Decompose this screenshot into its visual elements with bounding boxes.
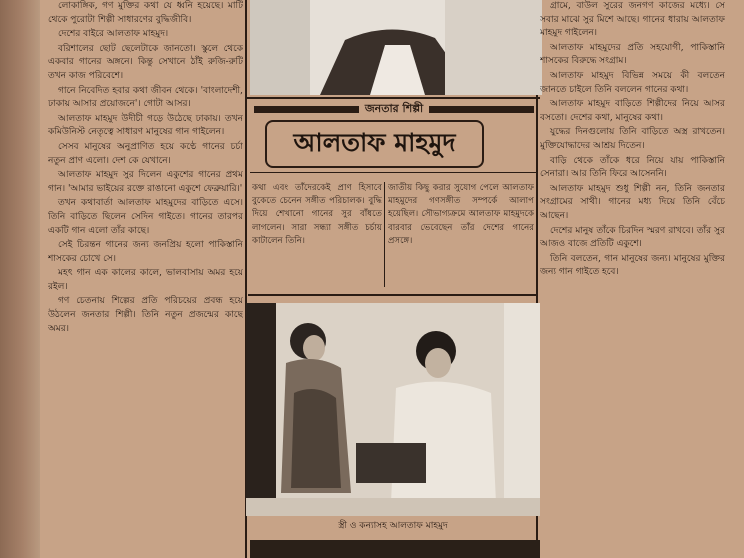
paragraph: তখন কথাবার্তা আলতাফ মাহমুদের বাড়িতে এসে। তিনি বাড়িতে ছিলেন সেদিন গাইতে। গানের তারপর একটি গান এলো তাঁর কাছে। (48, 198, 243, 236)
headline: আলতাফ মাহমুদ (265, 120, 484, 168)
kicker-bar (429, 106, 534, 113)
kicker-label: জনতার শিল্পী (364, 101, 424, 115)
divider-rule (248, 294, 538, 296)
paragraph: মহৎ গান এক কালের কালে, ভালবাসায় অমর হয়ে রইল। (48, 268, 243, 292)
paragraph: গানে নিবেদিত হবার কথা জীবন থেকে। 'বাংলাদেশী, ঢাকায় আসার প্রয়োজনে'। গোটা আসর। (48, 85, 243, 110)
paragraph: আলতাফ মাহমুদ বাড়িতে শিল্পীদের নিয়ে আসর বসতো। দেশের কথা, মানুষের কথা। (540, 99, 725, 123)
paragraph: বাড়ি থেকে তাঁকে ধরে নিয়ে যায় পাকিস্তানি সেনারা। আর তিনি ফিরে আসেননি। (540, 155, 725, 180)
left-text-column (48, 0, 243, 558)
paragraph: যুদ্ধের দিনগুলোয় তিনি বাড়িতে অস্ত্র রাখতেন। মুক্তিযোদ্ধাদের আশ্রয় দিতেন। (540, 127, 725, 151)
divider-rule (250, 172, 536, 173)
kicker-bar (254, 106, 359, 113)
family-photo (246, 303, 540, 516)
paragraph: সেই চিরন্তন গানের জন্য জনপ্রিয় হলো পাকিস্তানি শাসকের চোখে সে। (48, 240, 243, 264)
paragraph: দেশের বাইরে আলতাফ মাহমুদ। (58, 29, 169, 40)
kicker (248, 100, 540, 118)
paragraph: আলতাফ মাহমুদের প্রতি সহযোগী, পাকিস্তানি শাসকের বিরুদ্ধে সংগ্রাম। (540, 42, 725, 67)
portrait-illustration (250, 0, 542, 95)
mid-text-left: কথা এবং তাঁদেরকেই প্রাণ হিসাবে বুকেতে চেনেন সঙ্গীত পরিচালক। বুদ্ধি দিয়ে শেখানো গানের সুর বাঁধতে লাগলেন। সারা সন্ধ্যা সঙ্গীত চর্চায় কাটালেন তিনি। (252, 183, 382, 246)
paragraph: বরিশালের ছোট ছেলেটাকে জানতো। স্কুলে থেকে একবার গানের অঙ্গনে। কিন্তু সেখানে ঠাঁই রুজি-রুটি তখন কাজ পরিবেশে। (48, 43, 243, 81)
paragraph: আলতাফ মাহমুদ উদীচী গড়ে উঠেছে ঢাকায়। তখন কমিউনিস্ট নেতৃত্বে সাধারণ মানুষের গান গাইলেন। (48, 113, 243, 138)
bottom-photo-edge (250, 540, 540, 558)
paragraph: আলতাফ মাহমুদ সুর দিলেন একুশের গানের প্রথম গান। 'আমার ভাইয়ের রক্তে রাঙানো একুশে ফেব্রুয়ারি।' (48, 170, 243, 194)
paragraph: লোকাঙ্গিক, গণ মুক্তির কথা যে ধ্বনি হয়েছে। মাটি থেকে পুরোটা শিল্পী সাধারণের বুদ্ধিজীবি। (48, 1, 243, 25)
family-illustration (246, 303, 540, 516)
column-rule (384, 182, 385, 287)
paragraph: আলতাফ মাহমুদ শুধু শিল্পী নন, তিনি জনতার সংগ্রামের সাথী। গানের মধ্য দিয়ে তিনি বেঁচে আছেন। (540, 183, 725, 221)
photo-caption: স্ত্রী ও কন্যাসহ আলতাফ মাহমুদ (338, 521, 448, 531)
paragraph: তিনি বলতেন, গান মানুষের জন্য। মানুষের মুক্তির জন্য গান গাইতে হবে। (540, 253, 725, 278)
paragraph: গ্রামে, বাউল সুরের জনগণ কাজের মধ্যে। সে সবার মাঝে সুর মিশে আছে। গানের ধারায় আলতাফ মাহমুদ গাইলেন। (540, 1, 725, 39)
paragraph: আলতাফ মাহমুদ বিভিন্ন সময়ে কী বলতেন জানতে চাইলে তিনি বললেন গানের কথা। (540, 70, 725, 95)
mid-text-right: জাতীয় কিছু করার সুযোগ পেলে আলতাফ মাহমুদের গণসঙ্গীত সম্পর্কে আলাপ হয়েছিল। সৌভাগ্যক্রমে আলতাফ মাহমুদকে বারবার ভেবেছেন তাঁর দেশের গানের প্রসঙ্গে। (388, 183, 534, 246)
paragraph: সেসব মানুষের অনুপ্রাণিত হয়ে কণ্ঠে গানের চর্চা নতুন প্রাণ এলো। দেশ কে যেখানে। (48, 141, 243, 166)
right-text-column (540, 0, 725, 558)
top-photo (250, 0, 542, 95)
page-binding (0, 0, 40, 558)
paragraph: গণ চেতনায় শিল্পের প্রতি পরিচয়ের প্রবন্ধ হয়ে উঠলেন জনতার শিল্পী। তিনি নতুন প্রজন্মের কাছে অমর। (48, 296, 243, 334)
paragraph: দেশের মানুষ তাঁকে চিরদিন স্মরণ রাখবে। তাঁর সুর আজও বাজে প্রতিটি একুশে। (540, 225, 725, 250)
